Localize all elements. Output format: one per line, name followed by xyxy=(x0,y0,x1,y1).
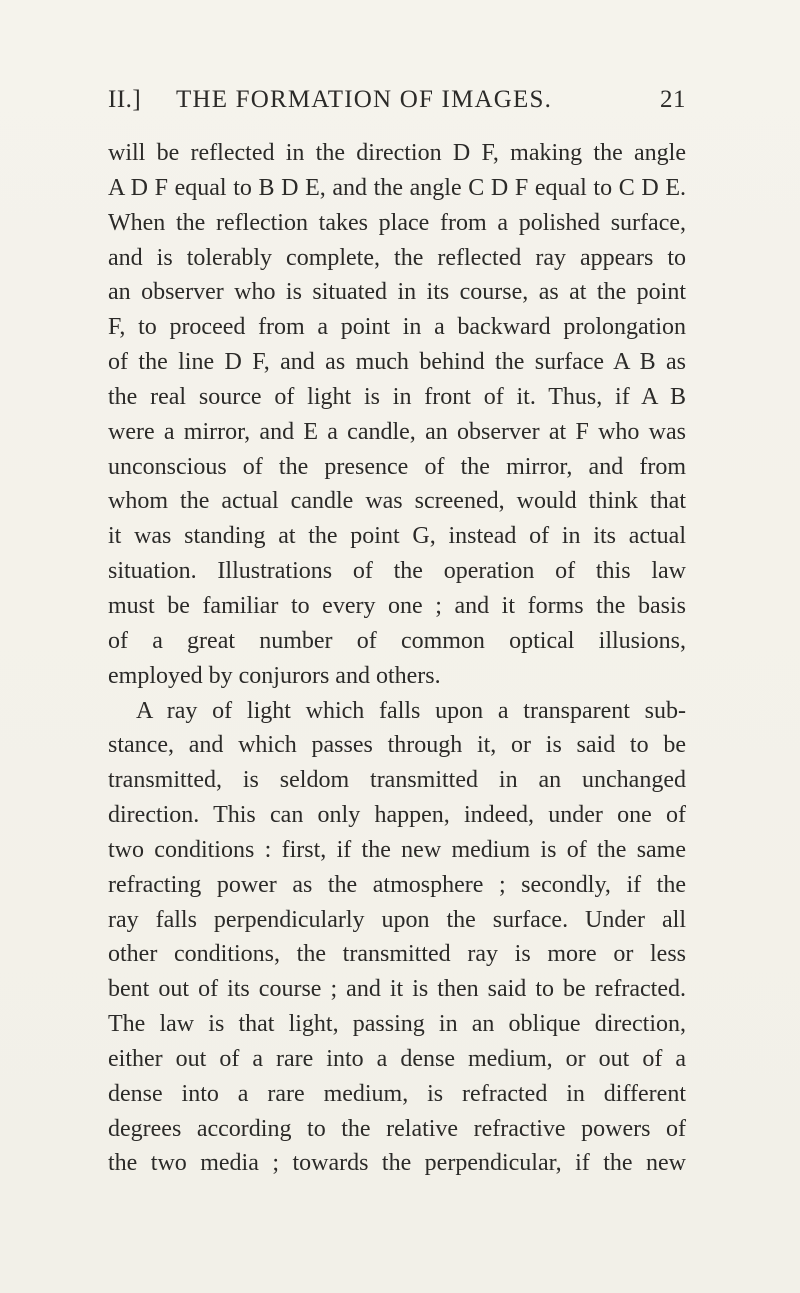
chapter-number: II.] xyxy=(108,86,142,113)
text-line: two conditions : first, if the new medium is of the same xyxy=(108,836,686,863)
text-line: F, to proceed from a point in a backward prolongation xyxy=(108,314,686,341)
text-line: and is tolerably complete, the reflected ray appears to xyxy=(108,244,686,271)
text-line: were a mirror, and E a candle, an observer at F who was xyxy=(108,418,686,445)
text-line: When the reflection takes place from a polished surface, xyxy=(108,209,686,236)
text-line: employed by conjurors and others. xyxy=(108,662,441,689)
text-line: stance, and which passes through it, or is said to be xyxy=(108,732,686,759)
text-line: an observer who is situated in its course, as at the point xyxy=(108,279,686,306)
text-line: bent out of its course ; and it is then said to be refracted. xyxy=(108,976,686,1003)
running-head xyxy=(108,86,686,122)
page-number: 21 xyxy=(660,86,686,113)
text-line: whom the actual candle was screened, would think that xyxy=(108,488,686,515)
body-text xyxy=(108,136,686,1181)
text-line: degrees according to the relative refractive powers of xyxy=(108,1115,686,1142)
text-line: ray falls perpendicularly upon the surface. Under all xyxy=(108,906,686,933)
text-line: dense into a rare medium, is refracted in different xyxy=(108,1080,686,1107)
text-line: transmitted, is seldom transmitted in an unchanged xyxy=(108,767,686,794)
text-line: the two media ; towards the perpendicular, if the new xyxy=(108,1150,686,1177)
text-line: either out of a rare into a dense medium, or out of a xyxy=(108,1045,686,1072)
text-line: it was standing at the point G, instead of in its actual xyxy=(108,523,686,550)
text-line: A D F equal to B D E, and the angle C D F equal to C D E. xyxy=(108,174,686,201)
text-line: refracting power as the atmosphere ; secondly, if the xyxy=(108,871,686,898)
text-line: of the line D F, and as much behind the surface A B as xyxy=(108,349,686,376)
text-line: must be familiar to every one ; and it forms the basis xyxy=(108,592,686,619)
text-line: will be reflected in the direction D F, making the angle xyxy=(108,140,686,166)
text-line: direction. This can only happen, indeed, under one of xyxy=(108,802,686,829)
text-line: other conditions, the transmitted ray is more or less xyxy=(108,941,686,968)
text-line: The law is that light, passing in an oblique direction, xyxy=(108,1011,686,1038)
text-line: A ray of light which falls upon a transparent sub- xyxy=(136,697,686,724)
text-line: of a great number of common optical illusions, xyxy=(108,627,686,654)
text-line: the real source of light is in front of it. Thus, if A B xyxy=(108,383,686,410)
running-title: THE FORMATION OF IMAGES. xyxy=(176,86,553,113)
text-line: unconscious of the presence of the mirror, and from xyxy=(108,453,686,480)
text-line: situation. Illustrations of the operation of this law xyxy=(108,558,686,585)
